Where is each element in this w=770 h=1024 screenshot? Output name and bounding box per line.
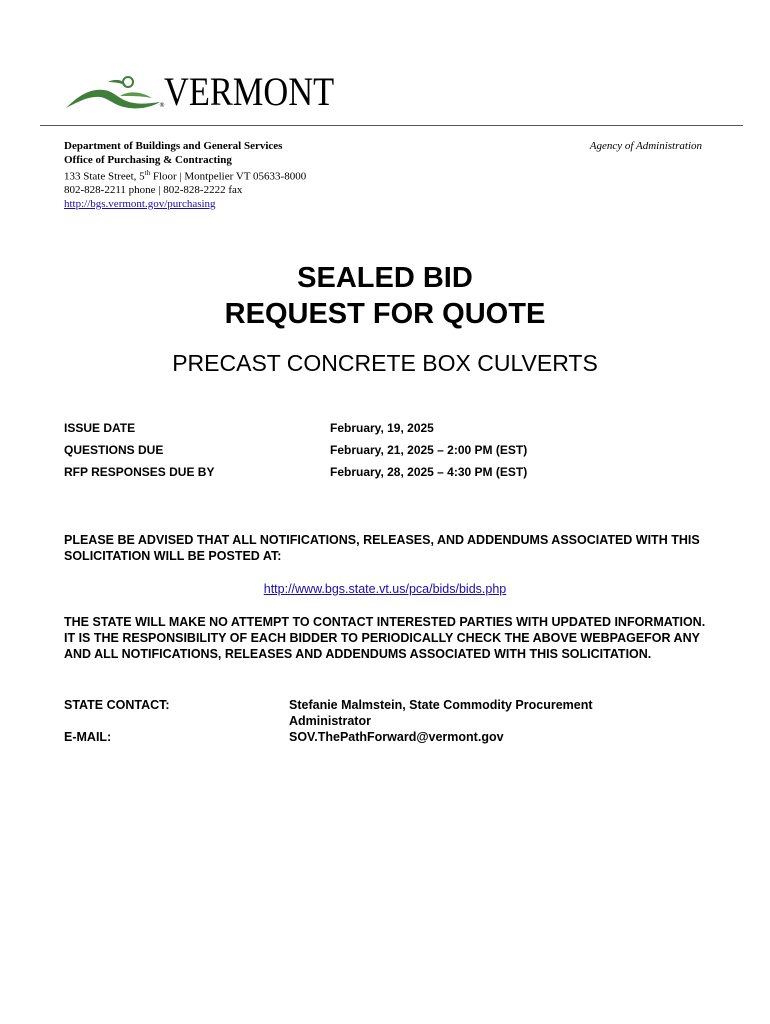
doc-title-line2: REQUEST FOR QUOTE: [224, 298, 546, 330]
purchasing-website-link[interactable]: http://bgs.vermont.gov/purchasing: [64, 197, 216, 210]
office-name: Office of Purchasing & Contracting: [64, 153, 232, 166]
doc-title-line1: SEALED BID: [297, 262, 473, 294]
email-value[interactable]: SOV.ThePathForward@vermont.gov: [289, 730, 504, 744]
doc-subtitle: PRECAST CONCRETE BOX CULVERTS: [172, 350, 598, 376]
state-contact-label: STATE CONTACT:: [64, 698, 170, 712]
state-contact-value: Stefanie Malmstein, State Commodity Procurement Administrator: [289, 698, 593, 728]
street-address: 133 State Street, 5th Floor | Montpelier VT 05633-8000: [64, 169, 307, 183]
schedule-table: [64, 421, 684, 487]
phone-fax: 802-828-2211 phone | 802-828-2222 fax: [64, 184, 243, 197]
green-mountains-icon: [64, 74, 168, 114]
schedule-label: RFP RESPONSES DUE BY: [64, 465, 215, 479]
schedule-row: [64, 443, 684, 465]
vermont-wordmark: VERMONT: [164, 69, 335, 114]
department-name: Department of Buildings and General Services: [64, 140, 283, 152]
schedule-label: ISSUE DATE: [64, 421, 136, 435]
registered-mark: ®: [159, 102, 165, 109]
schedule-value: February, 21, 2025 – 2:00 PM (EST): [330, 443, 528, 457]
responsibility-notice: THE STATE WILL MAKE NO ATTEMPT TO CONTACT INTERESTED PARTIES WITH UPDATED INFORMATION. IT IS THE RESPONSIBILITY OF EACH BIDDER TO PERIODICALLY CHECK THE ABOVE WEBPAGEFOR ANY AND ALL NOTIFICATIONS, RELEASES AND ADDENDUMS ASSOCIATED WITH THIS SOLICITATION.: [64, 615, 706, 661]
vermont-logo: [64, 69, 344, 116]
schedule-value: February, 28, 2025 – 4:30 PM (EST): [330, 465, 528, 479]
schedule-value: February, 19, 2025: [330, 421, 434, 435]
schedule-row: [64, 465, 684, 487]
email-label: E-MAIL:: [64, 730, 112, 744]
header-address-block: [64, 140, 306, 211]
header-divider: [40, 125, 743, 126]
bids-page-link[interactable]: http://www.bgs.state.vt.us/pca/bids/bids.php: [263, 582, 507, 596]
advisory-notice: PLEASE BE ADVISED THAT ALL NOTIFICATIONS, RELEASES, AND ADDENDUMS ASSOCIATED WITH THIS SOLICITATION WILL BE POSTED AT:: [64, 533, 700, 563]
agency-name: Agency of Administration: [589, 140, 702, 152]
schedule-row: [64, 421, 684, 443]
schedule-label: QUESTIONS DUE: [64, 443, 164, 457]
